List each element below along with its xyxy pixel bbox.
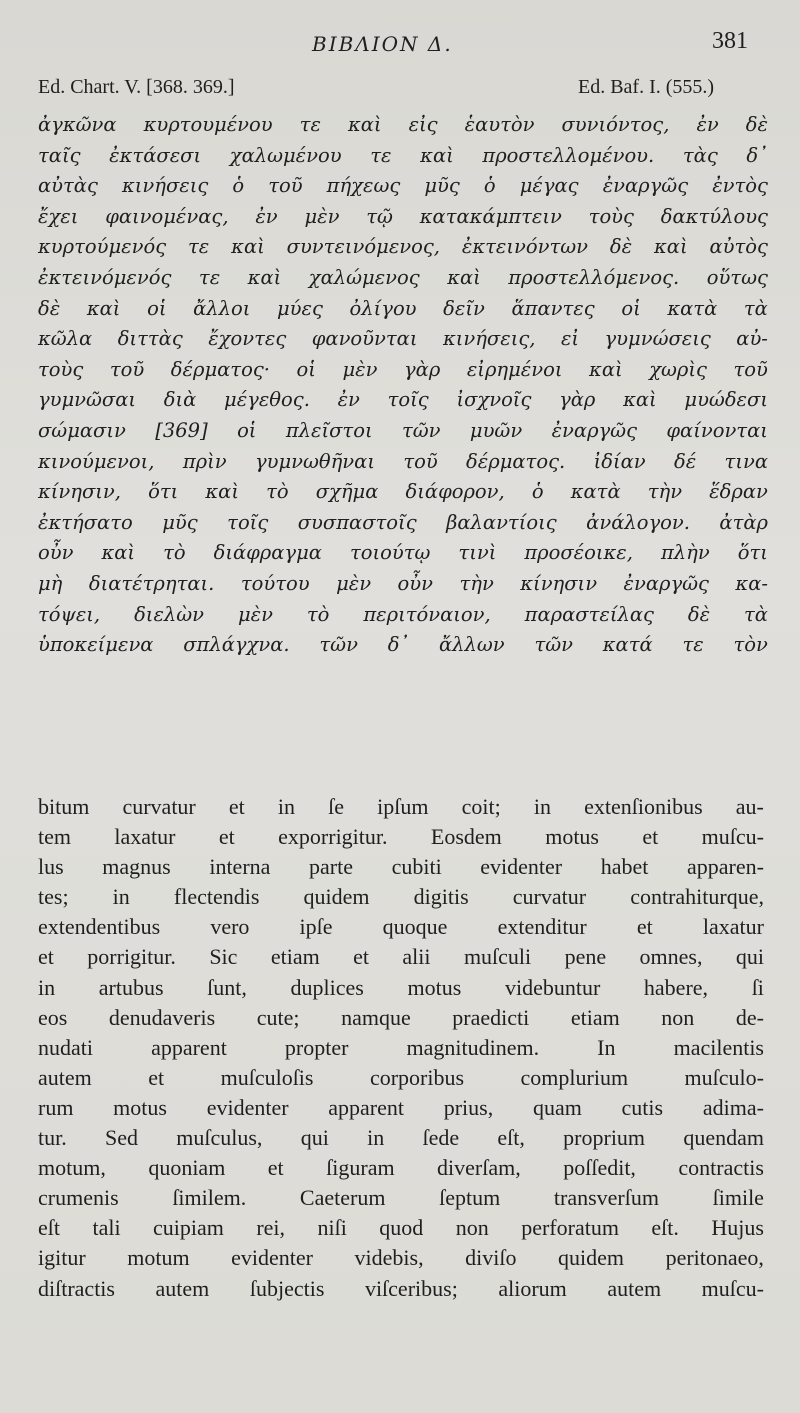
edition-chart-reference: Ed. Chart. V. [368. 369.]: [38, 76, 235, 98]
latin-text-line: motum, quoniam et ſiguram diverſam, poſſedit, contractis: [38, 1155, 764, 1181]
greek-text-line: ἔχει φαινομένας, ἐν μὲν τῷ κατακάμπτειν τοὺς δακτύλους: [38, 204, 768, 228]
latin-text-line: tes; in flectendis quidem digitis curvatur contrahiturque,: [38, 884, 764, 910]
latin-text-line: lus magnus interna parte cubiti evidenter habet apparen-: [38, 854, 764, 880]
latin-text-line: extendentibus vero ipſe quoque extenditur et laxatur: [38, 914, 764, 940]
greek-text-line: τοὺς τοῦ δέρματος· οἱ μὲν γὰρ εἰρημένοι καὶ χωρὶς τοῦ: [38, 357, 768, 381]
edition-basel-reference: Ed. Baf. I. (555.): [578, 76, 715, 98]
running-title: ΒΙΒΛΙΟΝ Δ.: [312, 32, 453, 56]
edition-reference-line: [0, 76, 800, 106]
greek-text-line: οὖν καὶ τὸ διάφραγμα τοιούτῳ τινὶ προσέοικε, πλὴν ὅτι: [38, 541, 768, 565]
latin-text-line: rum motus evidenter apparent prius, quam cutis adima-: [38, 1094, 764, 1120]
greek-text-line: ὑποκείμενα σπλάγχνα. τῶν δ᾽ ἄλλων τῶν κατά τε τὸν: [38, 633, 768, 657]
latin-text-line: tur. Sed muſculus, qui in ſede eſt, proprium quendam: [38, 1125, 764, 1151]
greek-text-line: αὐτὰς κινήσεις ὁ τοῦ πήχεως μῦς ὁ μέγας ἐναργῶς ἐντὸς: [38, 174, 768, 198]
running-head: [0, 28, 800, 68]
latin-text-line: eos denudaveris cute; namque praedicti etiam non de-: [38, 1004, 764, 1030]
greek-text-line: ταῖς ἐκτάσεσι χαλωμένου τε καὶ προστελλομένου. τὰς δ᾽: [38, 143, 768, 167]
greek-text-line: τόψει, διελὼν μὲν τὸ περιτόναιον, παραστείλας δὲ τὰ: [38, 602, 768, 626]
greek-text-block: [38, 110, 768, 661]
greek-text-line: ἐκτήσατο μῦς τοῖς συσπαστοῖς βαλαντίοις ἀνάλογον. ἀτὰρ: [38, 510, 768, 534]
latin-text-line: crumenis ſimilem. Caeterum ſeptum transverſum ſimile: [38, 1185, 764, 1211]
latin-text-line: bitum curvatur et in ſe ipſum coit; in extenſionibus au-: [38, 794, 764, 819]
greek-text-line: κίνησιν, ὅτι καὶ τὸ σχῆμα διάφορον, ὁ κατὰ τὴν ἕδραν: [38, 480, 768, 504]
greek-text-line: κινούμενοι, πρὶν γυμνωθῆναι τοῦ δέρματος. ἰδίαν δέ τινα: [38, 449, 768, 473]
greek-text-line: γυμνῶσαι διὰ μέγεθος. ἐν τοῖς ἰσχνοῖς γὰρ καὶ μυώδεσι: [38, 388, 768, 412]
greek-text-line: ἐκτεινόμενός τε καὶ χαλώμενος καὶ προστελλόμενος. οὕτως: [38, 265, 768, 289]
latin-text-line: et porrigitur. Sic etiam et alii muſculi pene omnes, qui: [38, 944, 764, 970]
greek-text-line: σώμασιν [369] οἱ πλεῖστοι τῶν μυῶν ἐναργῶς φαίνονται: [38, 418, 768, 442]
latin-text-line: tem laxatur et exporrigitur. Eosdem motus et muſcu-: [38, 824, 764, 850]
latin-text-line: eſt tali cuipiam rei, niſi quod non perforatum eſt. Hujus: [38, 1215, 764, 1241]
greek-text-line: μὴ διατέτρηται. τούτου μὲν οὖν τὴν κίνησιν ἐναργῶς κα-: [38, 571, 768, 595]
greek-text-line: κῶλα διττὰς ἔχοντες φανοῦνται κινήσεις, εἰ γυμνώσεις αὐ-: [38, 327, 768, 351]
latin-text-line: nudati apparent propter magnitudinem. In macilentis: [38, 1034, 764, 1060]
greek-text-line: κυρτούμενός τε καὶ συντεινόμενος, ἐκτεινόντων δὲ καὶ αὐτὸς: [38, 235, 768, 259]
latin-text-line: igitur motum evidenter videbis, diviſo quidem peritonaeo,: [38, 1245, 764, 1271]
greek-text-line: ἀγκῶνα κυρτουμένου τε καὶ εἰς ἑαυτὸν συνιόντος, ἐν δὲ: [38, 113, 768, 136]
latin-text-line: diſtractis autem ſubjectis viſceribus; aliorum autem muſcu-: [38, 1275, 764, 1301]
latin-text-line: autem et muſculoſis corporibus complurium muſculo-: [38, 1064, 764, 1090]
latin-text-block: [38, 792, 764, 1304]
page-number: 381: [712, 28, 748, 54]
greek-text-line: δὲ καὶ οἱ ἄλλοι μύες ὀλίγου δεῖν ἅπαντες οἱ κατὰ τὰ: [38, 296, 768, 320]
latin-text-line: in artubus ſunt, duplices motus videbuntur habere, ſi: [38, 974, 764, 1000]
